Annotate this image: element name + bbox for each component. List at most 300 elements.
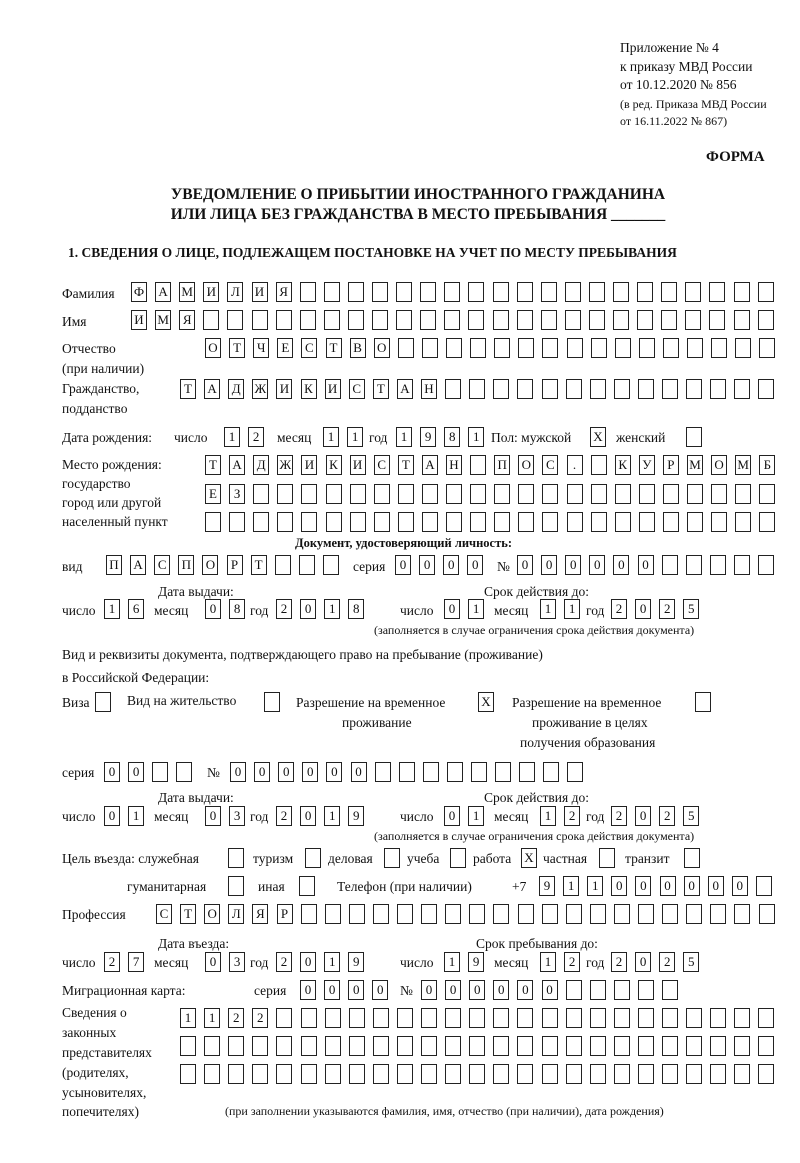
reps-row2-cell[interactable] [686, 1036, 702, 1056]
surname-cell[interactable] [709, 282, 725, 302]
name-cell[interactable] [661, 310, 677, 330]
birthplace-row2-cell[interactable] [567, 484, 583, 504]
birthplace-row3-cell[interactable] [374, 512, 390, 532]
birthplace-row1-cell[interactable]: У [639, 455, 655, 475]
profession-cell[interactable]: О [204, 904, 220, 924]
reps-row3-cell[interactable] [469, 1064, 485, 1084]
mig-number-cell[interactable]: 0 [517, 980, 533, 1000]
birthplace-row2-cell[interactable] [398, 484, 414, 504]
profession-cell[interactable] [493, 904, 509, 924]
name-cell[interactable] [541, 310, 557, 330]
name-cell[interactable]: И [131, 310, 147, 330]
profession-cell[interactable] [421, 904, 437, 924]
purpose-work-checkbox[interactable]: X [521, 848, 537, 868]
id-issue-day-cell[interactable]: 1 [104, 599, 120, 619]
citizenship-cell[interactable]: С [349, 379, 365, 399]
name-cell[interactable] [420, 310, 436, 330]
id-series-cell[interactable]: 0 [395, 555, 411, 575]
patronymic-cell[interactable]: С [301, 338, 317, 358]
id-issue-day-cell[interactable]: 6 [128, 599, 144, 619]
stay-month-cell[interactable]: 2 [564, 952, 580, 972]
patronymic-cell[interactable]: О [374, 338, 390, 358]
surname-cell[interactable] [685, 282, 701, 302]
permit-issue-year-cell[interactable]: 9 [348, 806, 364, 826]
birthplace-row3-cell[interactable] [446, 512, 462, 532]
permit-number-cell[interactable] [495, 762, 511, 782]
permit-valid-day-cell[interactable]: 0 [444, 806, 460, 826]
birthplace-row1-cell[interactable]: И [350, 455, 366, 475]
visa-checkbox[interactable] [95, 692, 111, 712]
entry-year-cell[interactable]: 9 [348, 952, 364, 972]
mig-series-cell[interactable]: 0 [348, 980, 364, 1000]
reps-row1-cell[interactable] [349, 1008, 365, 1028]
mig-number-cell[interactable] [614, 980, 630, 1000]
citizenship-cell[interactable] [566, 379, 582, 399]
id-valid-year-cell[interactable]: 5 [683, 599, 699, 619]
permit-number-cell[interactable]: 0 [351, 762, 367, 782]
permit-issue-year-cell[interactable]: 1 [324, 806, 340, 826]
reps-row1-cell[interactable] [662, 1008, 678, 1028]
birthplace-row2-cell[interactable] [326, 484, 342, 504]
patronymic-cell[interactable] [446, 338, 462, 358]
surname-cell[interactable] [396, 282, 412, 302]
purpose-private-checkbox[interactable] [599, 848, 615, 868]
patronymic-cell[interactable]: О [205, 338, 221, 358]
birthplace-row2-cell[interactable]: З [229, 484, 245, 504]
profession-cell[interactable]: Я [252, 904, 268, 924]
birthplace-row3-cell[interactable] [494, 512, 510, 532]
permit-number-cell[interactable] [567, 762, 583, 782]
profession-cell[interactable] [759, 904, 775, 924]
citizenship-cell[interactable] [686, 379, 702, 399]
entry-year-cell[interactable]: 1 [324, 952, 340, 972]
name-cell[interactable]: М [155, 310, 171, 330]
permit-valid-year-cell[interactable]: 2 [611, 806, 627, 826]
reps-row2-cell[interactable] [758, 1036, 774, 1056]
id-number-cell[interactable]: 0 [638, 555, 654, 575]
reps-row3-cell[interactable] [228, 1064, 244, 1084]
name-cell[interactable] [709, 310, 725, 330]
surname-cell[interactable] [734, 282, 750, 302]
birthplace-row3-cell[interactable] [591, 512, 607, 532]
citizenship-cell[interactable] [469, 379, 485, 399]
name-cell[interactable] [444, 310, 460, 330]
reps-row3-cell[interactable] [204, 1064, 220, 1084]
birthplace-row2-cell[interactable] [687, 484, 703, 504]
purpose-official-checkbox[interactable] [228, 848, 244, 868]
birthplace-row2-cell[interactable] [470, 484, 486, 504]
patronymic-cell[interactable] [542, 338, 558, 358]
reps-row2-cell[interactable] [614, 1036, 630, 1056]
surname-cell[interactable] [420, 282, 436, 302]
profession-cell[interactable] [590, 904, 606, 924]
name-cell[interactable] [300, 310, 316, 330]
birthplace-row2-cell[interactable] [663, 484, 679, 504]
id-kind-cell[interactable]: П [106, 555, 122, 575]
phone-cell[interactable]: 0 [611, 876, 627, 896]
birthplace-row1-cell[interactable]: И [301, 455, 317, 475]
profession-cell[interactable]: С [156, 904, 172, 924]
purpose-study-checkbox[interactable] [450, 848, 466, 868]
birthplace-row1-cell[interactable]: О [711, 455, 727, 475]
birthplace-row1-cell[interactable]: К [326, 455, 342, 475]
id-valid-year-cell[interactable]: 2 [659, 599, 675, 619]
reps-row1-cell[interactable] [590, 1008, 606, 1028]
stay-year-cell[interactable]: 2 [611, 952, 627, 972]
purpose-transit-checkbox[interactable] [684, 848, 700, 868]
permit-number-cell[interactable]: 0 [278, 762, 294, 782]
surname-cell[interactable]: Я [276, 282, 292, 302]
profession-cell[interactable] [518, 904, 534, 924]
phone-cell[interactable]: 0 [732, 876, 748, 896]
stay-day-cell[interactable]: 1 [444, 952, 460, 972]
profession-cell[interactable] [566, 904, 582, 924]
patronymic-cell[interactable] [639, 338, 655, 358]
id-kind-cell[interactable] [299, 555, 315, 575]
permit-number-cell[interactable]: 0 [326, 762, 342, 782]
birthplace-row1-cell[interactable]: Т [205, 455, 221, 475]
name-cell[interactable] [468, 310, 484, 330]
id-kind-cell[interactable]: А [130, 555, 146, 575]
profession-cell[interactable] [614, 904, 630, 924]
reps-row1-cell[interactable]: 1 [180, 1008, 196, 1028]
surname-cell[interactable]: М [179, 282, 195, 302]
id-kind-cell[interactable] [323, 555, 339, 575]
birthplace-row1-cell[interactable]: П [494, 455, 510, 475]
phone-cell[interactable]: 0 [684, 876, 700, 896]
reps-row3-cell[interactable] [710, 1064, 726, 1084]
entry-year-cell[interactable]: 0 [300, 952, 316, 972]
id-kind-cell[interactable]: Р [227, 555, 243, 575]
sex-female-checkbox[interactable] [686, 427, 702, 447]
reps-row1-cell[interactable] [301, 1008, 317, 1028]
reps-row3-cell[interactable] [590, 1064, 606, 1084]
mig-number-cell[interactable] [566, 980, 582, 1000]
surname-cell[interactable] [493, 282, 509, 302]
reps-row1-cell[interactable] [421, 1008, 437, 1028]
profession-cell[interactable] [373, 904, 389, 924]
id-number-cell[interactable]: 0 [589, 555, 605, 575]
purpose-business-checkbox[interactable] [384, 848, 400, 868]
profession-cell[interactable] [686, 904, 702, 924]
birthplace-row1-cell[interactable]: М [735, 455, 751, 475]
surname-cell[interactable] [517, 282, 533, 302]
surname-cell[interactable] [758, 282, 774, 302]
id-valid-day-cell[interactable]: 0 [444, 599, 460, 619]
birth-year-cell[interactable]: 1 [468, 427, 484, 447]
patronymic-cell[interactable] [735, 338, 751, 358]
name-cell[interactable] [758, 310, 774, 330]
phone-cell[interactable]: 9 [539, 876, 555, 896]
purpose-other-checkbox[interactable] [299, 876, 315, 896]
citizenship-cell[interactable]: Ж [252, 379, 268, 399]
name-cell[interactable] [589, 310, 605, 330]
id-valid-day-cell[interactable]: 1 [468, 599, 484, 619]
reps-row1-cell[interactable]: 2 [228, 1008, 244, 1028]
reps-row1-cell[interactable] [493, 1008, 509, 1028]
id-series-cell[interactable]: 0 [419, 555, 435, 575]
id-number-cell[interactable]: 0 [517, 555, 533, 575]
citizenship-cell[interactable]: Т [373, 379, 389, 399]
birthplace-row3-cell[interactable] [205, 512, 221, 532]
name-cell[interactable] [565, 310, 581, 330]
name-cell[interactable]: Я [179, 310, 195, 330]
permit-issue-year-cell[interactable]: 2 [276, 806, 292, 826]
profession-cell[interactable] [397, 904, 413, 924]
patronymic-cell[interactable]: Т [229, 338, 245, 358]
stay-month-cell[interactable]: 1 [540, 952, 556, 972]
patronymic-cell[interactable]: Т [326, 338, 342, 358]
surname-cell[interactable] [468, 282, 484, 302]
birthplace-row2-cell[interactable] [759, 484, 775, 504]
reps-row1-cell[interactable] [614, 1008, 630, 1028]
citizenship-cell[interactable] [590, 379, 606, 399]
name-cell[interactable] [348, 310, 364, 330]
reps-row1-cell[interactable] [734, 1008, 750, 1028]
reps-row3-cell[interactable] [614, 1064, 630, 1084]
patronymic-cell[interactable] [470, 338, 486, 358]
purpose-tourism-checkbox[interactable] [305, 848, 321, 868]
reps-row2-cell[interactable] [276, 1036, 292, 1056]
citizenship-cell[interactable] [542, 379, 558, 399]
entry-day-cell[interactable]: 7 [128, 952, 144, 972]
reps-row1-cell[interactable] [542, 1008, 558, 1028]
mig-number-cell[interactable]: 0 [542, 980, 558, 1000]
name-cell[interactable] [493, 310, 509, 330]
birthplace-row3-cell[interactable] [422, 512, 438, 532]
birthplace-row3-cell[interactable] [398, 512, 414, 532]
birthplace-row3-cell[interactable] [687, 512, 703, 532]
patronymic-cell[interactable] [687, 338, 703, 358]
permit-number-cell[interactable] [447, 762, 463, 782]
birthplace-row2-cell[interactable] [253, 484, 269, 504]
permit-series-cell[interactable]: 0 [104, 762, 120, 782]
surname-cell[interactable] [613, 282, 629, 302]
reps-row3-cell[interactable] [566, 1064, 582, 1084]
birthplace-row3-cell[interactable] [711, 512, 727, 532]
reps-row2-cell[interactable] [301, 1036, 317, 1056]
permit-issue-year-cell[interactable]: 0 [300, 806, 316, 826]
reps-row3-cell[interactable] [421, 1064, 437, 1084]
id-issue-month-cell[interactable]: 8 [229, 599, 245, 619]
id-kind-cell[interactable]: П [178, 555, 194, 575]
birth-day-cell[interactable]: 2 [248, 427, 264, 447]
reps-row2-cell[interactable] [566, 1036, 582, 1056]
birthplace-row3-cell[interactable] [253, 512, 269, 532]
birthplace-row3-cell[interactable] [542, 512, 558, 532]
reps-row3-cell[interactable] [252, 1064, 268, 1084]
birthplace-row1-cell[interactable]: Н [446, 455, 462, 475]
permit-series-cell[interactable] [152, 762, 168, 782]
temp-residence-edu-checkbox[interactable] [695, 692, 711, 712]
reps-row3-cell[interactable] [445, 1064, 461, 1084]
birthplace-row2-cell[interactable] [301, 484, 317, 504]
birthplace-row2-cell[interactable] [446, 484, 462, 504]
reps-row2-cell[interactable] [397, 1036, 413, 1056]
patronymic-cell[interactable] [567, 338, 583, 358]
reps-row2-cell[interactable] [325, 1036, 341, 1056]
patronymic-cell[interactable]: Е [277, 338, 293, 358]
profession-cell[interactable] [638, 904, 654, 924]
id-number-cell[interactable] [662, 555, 678, 575]
reps-row2-cell[interactable] [421, 1036, 437, 1056]
id-issue-year-cell[interactable]: 0 [300, 599, 316, 619]
stay-year-cell[interactable]: 5 [683, 952, 699, 972]
birthplace-row3-cell[interactable] [518, 512, 534, 532]
birth-year-cell[interactable]: 9 [420, 427, 436, 447]
id-number-cell[interactable] [734, 555, 750, 575]
reps-row3-cell[interactable] [349, 1064, 365, 1084]
reps-row3-cell[interactable] [734, 1064, 750, 1084]
birthplace-row1-cell[interactable]: Д [253, 455, 269, 475]
reps-row2-cell[interactable] [710, 1036, 726, 1056]
permit-number-cell[interactable] [399, 762, 415, 782]
reps-row1-cell[interactable]: 1 [204, 1008, 220, 1028]
birth-year-cell[interactable]: 8 [444, 427, 460, 447]
surname-cell[interactable] [637, 282, 653, 302]
reps-row1-cell[interactable]: 2 [252, 1008, 268, 1028]
id-valid-year-cell[interactable]: 0 [635, 599, 651, 619]
patronymic-cell[interactable] [518, 338, 534, 358]
permit-series-cell[interactable] [176, 762, 192, 782]
reps-row2-cell[interactable] [517, 1036, 533, 1056]
birthplace-row3-cell[interactable] [470, 512, 486, 532]
birthplace-row2-cell[interactable] [518, 484, 534, 504]
id-issue-month-cell[interactable]: 0 [205, 599, 221, 619]
reps-row3-cell[interactable] [373, 1064, 389, 1084]
permit-number-cell[interactable]: 0 [302, 762, 318, 782]
profession-cell[interactable] [445, 904, 461, 924]
birthplace-row3-cell[interactable] [615, 512, 631, 532]
reps-row1-cell[interactable] [325, 1008, 341, 1028]
reps-row1-cell[interactable] [276, 1008, 292, 1028]
mig-number-cell[interactable]: 0 [421, 980, 437, 1000]
reps-row2-cell[interactable] [373, 1036, 389, 1056]
permit-number-cell[interactable] [471, 762, 487, 782]
id-issue-year-cell[interactable]: 8 [348, 599, 364, 619]
reps-row2-cell[interactable] [638, 1036, 654, 1056]
name-cell[interactable] [324, 310, 340, 330]
permit-number-cell[interactable]: 0 [254, 762, 270, 782]
reps-row1-cell[interactable] [566, 1008, 582, 1028]
birthplace-row2-cell[interactable] [422, 484, 438, 504]
id-number-cell[interactable]: 0 [613, 555, 629, 575]
profession-cell[interactable]: Т [180, 904, 196, 924]
patronymic-cell[interactable]: В [350, 338, 366, 358]
birthplace-row2-cell[interactable] [711, 484, 727, 504]
reps-row2-cell[interactable] [662, 1036, 678, 1056]
birthplace-row1-cell[interactable]: А [229, 455, 245, 475]
surname-cell[interactable] [324, 282, 340, 302]
phone-cell[interactable] [756, 876, 772, 896]
birthplace-row3-cell[interactable] [301, 512, 317, 532]
entry-month-cell[interactable]: 0 [205, 952, 221, 972]
reps-row1-cell[interactable] [517, 1008, 533, 1028]
mig-number-cell[interactable] [638, 980, 654, 1000]
name-cell[interactable] [276, 310, 292, 330]
reps-row3-cell[interactable] [397, 1064, 413, 1084]
citizenship-cell[interactable] [614, 379, 630, 399]
birthplace-row3-cell[interactable] [326, 512, 342, 532]
reps-row3-cell[interactable] [180, 1064, 196, 1084]
permit-issue-month-cell[interactable]: 3 [229, 806, 245, 826]
birthplace-row2-cell[interactable] [615, 484, 631, 504]
birthplace-row1-cell[interactable] [470, 455, 486, 475]
reps-row1-cell[interactable] [638, 1008, 654, 1028]
birthplace-row3-cell[interactable] [567, 512, 583, 532]
reps-row3-cell[interactable] [301, 1064, 317, 1084]
entry-month-cell[interactable]: 3 [229, 952, 245, 972]
profession-cell[interactable] [734, 904, 750, 924]
id-number-cell[interactable] [758, 555, 774, 575]
id-number-cell[interactable] [710, 555, 726, 575]
citizenship-cell[interactable]: Н [421, 379, 437, 399]
birth-year-cell[interactable]: 1 [396, 427, 412, 447]
surname-cell[interactable]: А [155, 282, 171, 302]
citizenship-cell[interactable] [517, 379, 533, 399]
reps-row2-cell[interactable] [734, 1036, 750, 1056]
reps-row2-cell[interactable] [493, 1036, 509, 1056]
permit-issue-day-cell[interactable]: 1 [128, 806, 144, 826]
reps-row2-cell[interactable] [349, 1036, 365, 1056]
patronymic-cell[interactable] [759, 338, 775, 358]
entry-year-cell[interactable]: 2 [276, 952, 292, 972]
reps-row2-cell[interactable] [469, 1036, 485, 1056]
id-valid-month-cell[interactable]: 1 [540, 599, 556, 619]
entry-day-cell[interactable]: 2 [104, 952, 120, 972]
permit-number-cell[interactable] [519, 762, 535, 782]
patronymic-cell[interactable] [398, 338, 414, 358]
phone-cell[interactable]: 0 [708, 876, 724, 896]
name-cell[interactable] [637, 310, 653, 330]
surname-cell[interactable] [589, 282, 605, 302]
citizenship-cell[interactable]: А [204, 379, 220, 399]
profession-cell[interactable] [469, 904, 485, 924]
reps-row1-cell[interactable] [397, 1008, 413, 1028]
citizenship-cell[interactable]: А [397, 379, 413, 399]
patronymic-cell[interactable] [615, 338, 631, 358]
patronymic-cell[interactable] [494, 338, 510, 358]
citizenship-cell[interactable]: К [301, 379, 317, 399]
surname-cell[interactable] [372, 282, 388, 302]
reps-row3-cell[interactable] [517, 1064, 533, 1084]
birthplace-row2-cell[interactable] [374, 484, 390, 504]
id-kind-cell[interactable]: С [154, 555, 170, 575]
mig-number-cell[interactable] [662, 980, 678, 1000]
patronymic-cell[interactable] [711, 338, 727, 358]
id-issue-year-cell[interactable]: 1 [324, 599, 340, 619]
surname-cell[interactable] [541, 282, 557, 302]
id-kind-cell[interactable]: О [202, 555, 218, 575]
mig-number-cell[interactable]: 0 [445, 980, 461, 1000]
surname-cell[interactable] [444, 282, 460, 302]
id-number-cell[interactable] [686, 555, 702, 575]
birthplace-row2-cell[interactable] [591, 484, 607, 504]
surname-cell[interactable]: Ф [131, 282, 147, 302]
birthplace-row2-cell[interactable]: Е [205, 484, 221, 504]
reps-row1-cell[interactable] [686, 1008, 702, 1028]
mig-number-cell[interactable] [590, 980, 606, 1000]
reps-row2-cell[interactable] [228, 1036, 244, 1056]
reps-row3-cell[interactable] [686, 1064, 702, 1084]
surname-cell[interactable]: Л [227, 282, 243, 302]
birthplace-row1-cell[interactable]: М [687, 455, 703, 475]
phone-cell[interactable]: 0 [635, 876, 651, 896]
id-series-cell[interactable]: 0 [467, 555, 483, 575]
birthplace-row1-cell[interactable] [591, 455, 607, 475]
birthplace-row2-cell[interactable] [735, 484, 751, 504]
id-kind-cell[interactable]: Т [251, 555, 267, 575]
